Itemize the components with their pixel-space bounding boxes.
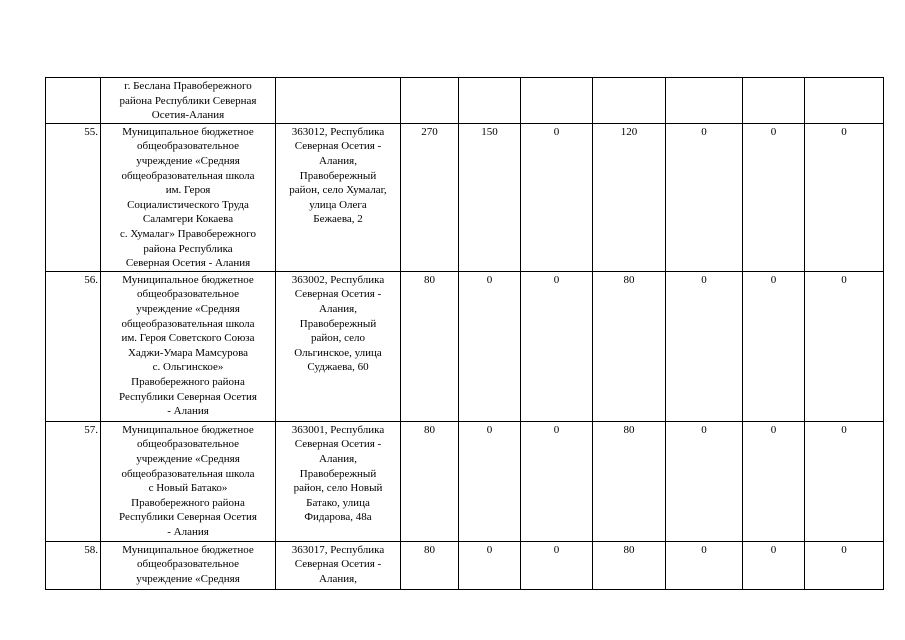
value-cell-1: 80: [401, 541, 459, 589]
value-cell-4: 80: [593, 541, 666, 589]
value-cell-5: 0: [666, 123, 743, 271]
institution-address: 363017, Республика Северная Осетия - Алания,: [276, 541, 401, 589]
value-cell-3: 0: [521, 123, 593, 271]
institution-address: 363001, Республика Северная Осетия - Алания, Правобережный район, село Новый Батако, улица Фидарова, 48а: [276, 421, 401, 541]
institution-name: г. Беслана Правобережного района Республики Северная Осетия-Алания: [101, 78, 276, 124]
row-number: 57.: [46, 421, 101, 541]
row-number: 58.: [46, 541, 101, 589]
value-cell-7: 0: [805, 421, 884, 541]
institution-address: 363002, Республика Северная Осетия - Алания, Правобережный район, село Ольгинское, улица Суджаева, 60: [276, 271, 401, 421]
value-cell-6: 0: [743, 541, 805, 589]
value-cell-4: 120: [593, 123, 666, 271]
value-cell-6: 0: [743, 271, 805, 421]
value-cell-3: 0: [521, 271, 593, 421]
value-cell-2: 0: [459, 541, 521, 589]
value-cell-4: 80: [593, 421, 666, 541]
value-cell-6: [743, 78, 805, 124]
value-cell-3: 0: [521, 421, 593, 541]
value-cell-2: 0: [459, 271, 521, 421]
row-number: 56.: [46, 271, 101, 421]
table-row: [46, 421, 884, 541]
institution-name: Муниципальное бюджетное общеобразовательное учреждение «Средняя: [101, 541, 276, 589]
value-cell-1: 80: [401, 421, 459, 541]
table-row: [46, 78, 884, 124]
value-cell-6: 0: [743, 421, 805, 541]
table-row: [46, 271, 884, 421]
row-number: 55.: [46, 123, 101, 271]
value-cell-1: 80: [401, 271, 459, 421]
value-cell-2: [459, 78, 521, 124]
institution-address: 363012, Республика Северная Осетия - Алания, Правобережный район, село Хумалаг, улица Олега Бежаева, 2: [276, 123, 401, 271]
institution-name: Муниципальное бюджетное общеобразовательное учреждение «Средняя общеобразовательная школа им. Героя Социалистического Труда Саламгери Кокаева с. Хумалаг» Правобережного района Республика Северная Осетия - Алания: [101, 123, 276, 271]
value-cell-5: 0: [666, 271, 743, 421]
value-cell-7: 0: [805, 123, 884, 271]
school-capacity-table: [45, 77, 884, 590]
value-cell-2: 0: [459, 421, 521, 541]
table-row: [46, 541, 884, 589]
value-cell-4: 80: [593, 271, 666, 421]
value-cell-7: [805, 78, 884, 124]
value-cell-7: 0: [805, 541, 884, 589]
value-cell-2: 150: [459, 123, 521, 271]
value-cell-3: [521, 78, 593, 124]
value-cell-5: 0: [666, 421, 743, 541]
institution-address: [276, 78, 401, 124]
value-cell-5: [666, 78, 743, 124]
institution-name: Муниципальное бюджетное общеобразовательное учреждение «Средняя общеобразовательная школа им. Героя Советского Союза Хаджи-Умара Мамсурова с. Ольгинское» Правобережного района Республики Северная Осетия - Алания: [101, 271, 276, 421]
value-cell-3: 0: [521, 541, 593, 589]
value-cell-6: 0: [743, 123, 805, 271]
table-row: [46, 123, 884, 271]
institution-name: Муниципальное бюджетное общеобразовательное учреждение «Средняя общеобразовательная школа с Новый Батако» Правобережного района Республики Северная Осетия - Алания: [101, 421, 276, 541]
value-cell-5: 0: [666, 541, 743, 589]
row-number: [46, 78, 101, 124]
value-cell-7: 0: [805, 271, 884, 421]
table-body: [46, 78, 884, 590]
value-cell-1: 270: [401, 123, 459, 271]
value-cell-4: [593, 78, 666, 124]
value-cell-1: [401, 78, 459, 124]
